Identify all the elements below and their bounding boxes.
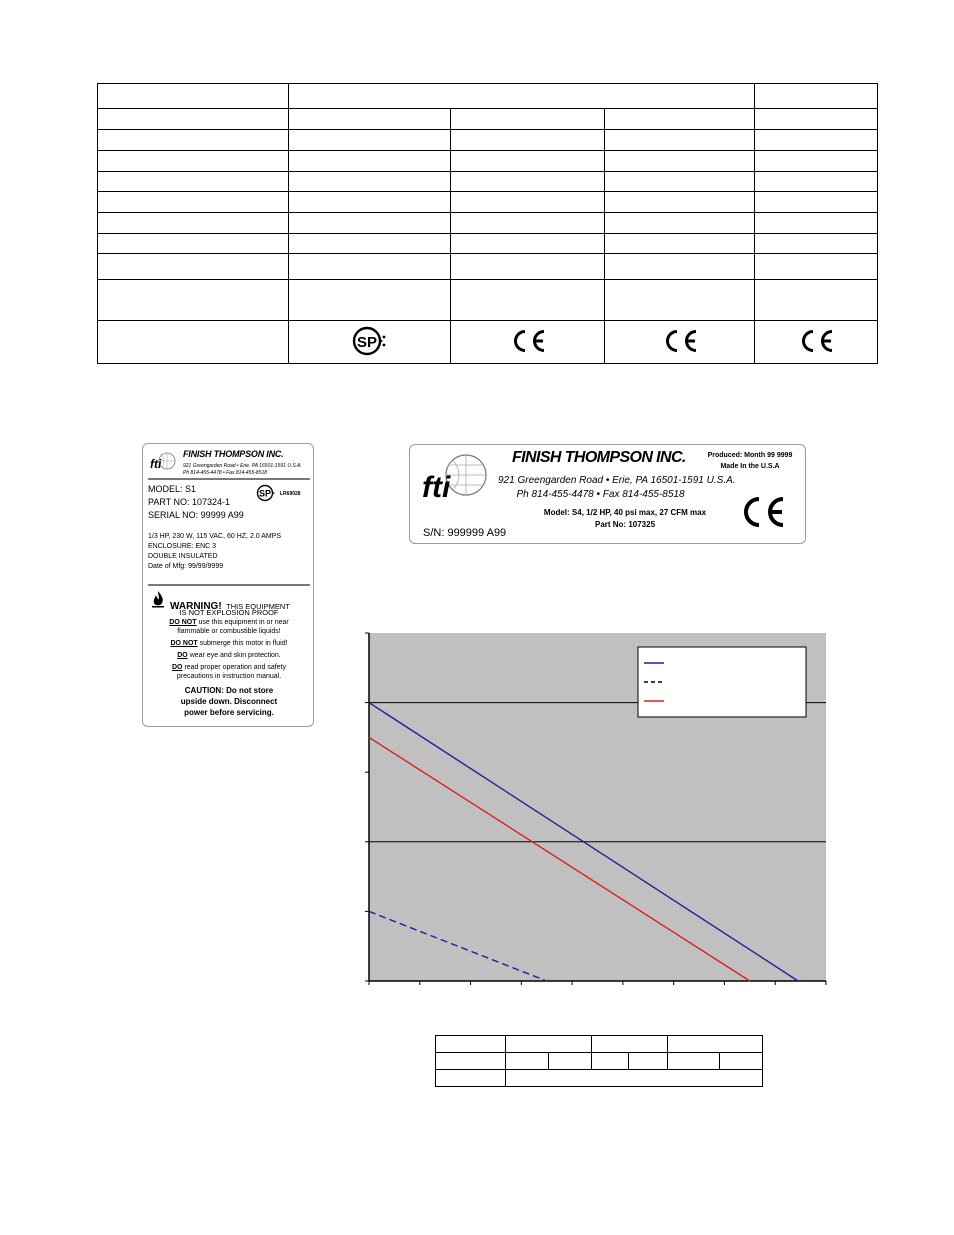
table-cell — [605, 130, 755, 151]
table-cell — [451, 192, 605, 213]
table-cell — [755, 233, 878, 254]
table-row — [98, 254, 878, 279]
data-table — [435, 1035, 763, 1087]
table-cell — [668, 1053, 720, 1070]
table-cell — [289, 254, 451, 279]
ce-icon — [660, 328, 700, 354]
table-cell — [436, 1070, 506, 1087]
spec-text: DOUBLE INSULATED — [148, 553, 218, 560]
csa-icon — [352, 326, 388, 356]
csa-icon — [256, 484, 278, 502]
fti-logo-icon — [420, 453, 490, 507]
table-cell — [605, 192, 755, 213]
table-cell — [451, 109, 605, 130]
table-cell — [289, 130, 451, 151]
table-cell — [451, 171, 605, 192]
table-cell — [451, 254, 605, 279]
table-cell — [289, 321, 451, 364]
table-cell — [720, 1053, 763, 1070]
table-cell — [289, 84, 755, 109]
table-cell — [592, 1036, 668, 1053]
table-row — [98, 192, 878, 213]
table-cell — [451, 233, 605, 254]
address: 921 Greengarden Road • Erie, PA 16501-1591 U.S.A. — [498, 475, 736, 486]
table-cell — [605, 321, 755, 364]
caution-text: upside down. Disconnect — [180, 697, 278, 706]
table-cell — [605, 150, 755, 171]
warning-text: IS NOT EXPLOSION PROOF — [179, 608, 279, 617]
table-cell — [755, 171, 878, 192]
spec-text: 1/3 HP, 230 W, 115 VAC, 60 HZ, 2.0 AMPS — [148, 533, 282, 540]
address: 921 Greengarden Road • Erie, PA 16501-1591 U.S.A. Ph 814-455-4478 • Fax 814-455-8518 — [183, 463, 302, 476]
serial-no-text: SERIAL NO: 99999 A99 — [148, 510, 244, 520]
table-cell — [98, 233, 289, 254]
table-cell — [98, 171, 289, 192]
table-cell — [755, 279, 878, 320]
table-cell — [289, 171, 451, 192]
table-cell — [451, 130, 605, 151]
warning-text: DO read proper operation and safety — [171, 664, 287, 671]
table-cell — [755, 84, 878, 109]
divider — [148, 584, 310, 586]
table-cell — [98, 279, 289, 320]
table-cell — [755, 130, 878, 151]
ce-icon — [738, 495, 786, 529]
table-cell — [605, 109, 755, 130]
table-cell — [98, 150, 289, 171]
table-cell — [506, 1070, 763, 1087]
performance-chart — [360, 625, 835, 995]
table-cell — [289, 233, 451, 254]
chart-svg — [360, 625, 835, 995]
spec-text: ENCLOSURE: ENC 3 — [148, 543, 217, 550]
table-cell — [98, 213, 289, 234]
table-cell — [451, 279, 605, 320]
svg-text:fti: fti — [150, 457, 162, 471]
table-cell — [755, 192, 878, 213]
table-cell — [98, 321, 289, 364]
table-cell — [289, 279, 451, 320]
table-cell — [98, 84, 289, 109]
caution-text: CAUTION: Do not store — [184, 686, 274, 695]
table-cell — [755, 254, 878, 279]
table-row — [436, 1070, 763, 1087]
made-in-text: Made In the U.S.A — [720, 463, 780, 470]
table-row — [98, 84, 878, 109]
svg-text:SP: SP — [356, 333, 377, 351]
model-text: Model: S4, 1/2 HP, 40 psi max, 27 CFM max — [543, 508, 707, 517]
brand-name: FINISH THOMPSON INC. — [512, 449, 686, 466]
fti-logo-icon — [149, 452, 177, 472]
svg-text:SP: SP — [258, 488, 272, 499]
table-cell — [605, 171, 755, 192]
table-cell — [98, 130, 289, 151]
table-cell — [755, 321, 878, 364]
table-row — [98, 213, 878, 234]
table-cell — [289, 109, 451, 130]
table-cell — [451, 213, 605, 234]
warning-text: DO NOT use this equipment in or near — [169, 619, 289, 626]
model-text: MODEL: S1 — [148, 484, 197, 494]
table-cell — [436, 1036, 506, 1053]
brand-name: FINISH THOMPSON INC. — [183, 449, 284, 459]
produced-text: Produced: Month 99 9999 — [707, 452, 793, 459]
divider — [148, 478, 310, 480]
part-no-text: PART NO: 107324-1 — [148, 497, 231, 507]
spec-text: Date of Mfg: 99/99/9999 — [148, 563, 224, 570]
table-cell — [755, 213, 878, 234]
phone-fax: Ph 814-455-4478 • Fax 814-455-8518 — [516, 489, 685, 500]
warning-text: flammable or combustible liquids! — [177, 628, 281, 635]
table-cell — [668, 1036, 763, 1053]
ce-icon — [508, 328, 548, 354]
table-cell — [451, 321, 605, 364]
warning-text: DO NOT submerge this motor in fluid! — [170, 640, 288, 647]
table-cell — [605, 233, 755, 254]
table-cell — [605, 279, 755, 320]
table-row — [436, 1036, 763, 1053]
svg-text:fti: fti — [422, 471, 451, 504]
table-cell — [289, 192, 451, 213]
table-cell — [506, 1053, 549, 1070]
table-row — [98, 109, 878, 130]
table-row — [436, 1053, 763, 1070]
table-cell — [98, 254, 289, 279]
legend-box — [638, 647, 806, 717]
nameplate-label-s4 — [409, 444, 806, 544]
table-cell — [98, 109, 289, 130]
table-cell — [629, 1053, 668, 1070]
table-row — [98, 130, 878, 151]
warning-heading: WARNING! THIS EQUIPMENT — [170, 601, 290, 612]
table-cell — [549, 1053, 592, 1070]
csa-code: LR69028 — [280, 491, 301, 497]
warning-text: precautions in instruction manual. — [176, 673, 282, 680]
flame-warning-icon — [149, 590, 167, 608]
table-cell — [755, 150, 878, 171]
serial-no-text: S/N: 999999 A99 — [423, 527, 507, 539]
spec-table — [97, 83, 878, 364]
table-cell — [506, 1036, 592, 1053]
table-cell — [98, 192, 289, 213]
table-cell — [451, 150, 605, 171]
ce-icon — [796, 328, 836, 354]
table-cell — [436, 1053, 506, 1070]
table-row — [98, 171, 878, 192]
table-row — [98, 321, 878, 364]
nameplate-label-s1 — [142, 443, 314, 727]
table-cell — [592, 1053, 629, 1070]
table-row — [98, 233, 878, 254]
table-cell — [605, 213, 755, 234]
part-no-text: Part No: 107325 — [594, 520, 656, 529]
caution-text: power before servicing. — [184, 708, 274, 717]
table-cell — [605, 254, 755, 279]
table-row — [98, 279, 878, 320]
table-row — [98, 150, 878, 171]
table-cell — [755, 109, 878, 130]
warning-text: DO wear eye and skin protection. — [177, 652, 281, 659]
table-cell — [289, 150, 451, 171]
table-cell — [289, 213, 451, 234]
